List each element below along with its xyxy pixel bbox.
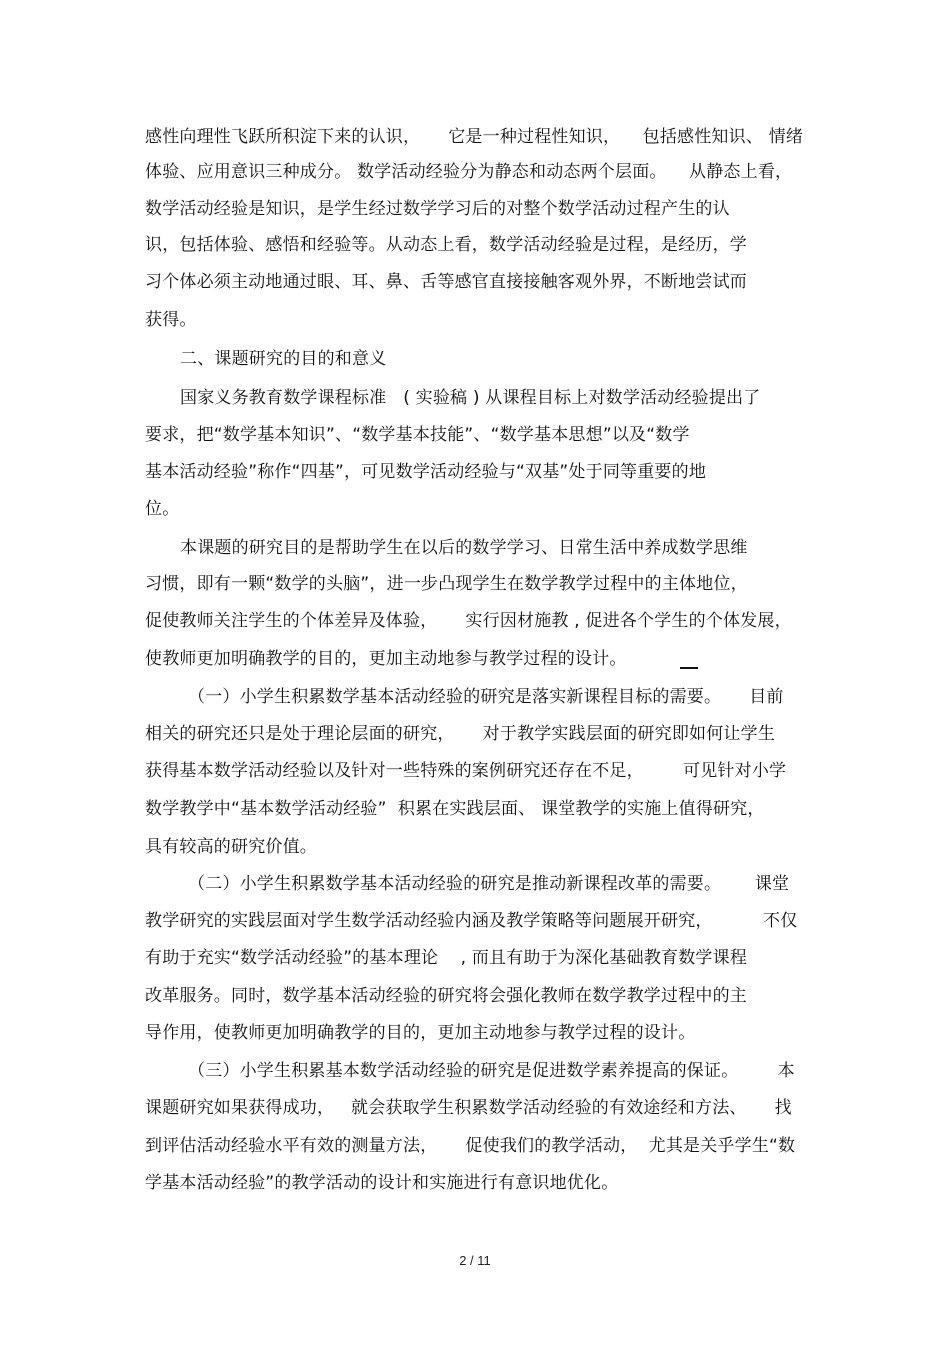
- text-line: 有助于充实“数学活动经验”的基本理论 , 而且有助于为深化基础教育数学课程: [145, 948, 748, 968]
- text-line: 导作用，使教师更加明确教学的目的，更加主动地参与教学过程的设计。: [145, 1023, 696, 1043]
- text-line: 国家义务教育数学课程标准 ( 实验稿 ) 从课程目标上对数学活动经验提出了: [180, 388, 761, 408]
- text-line: 促使教师关注学生的个体差异及体验， 实行因材施教 , 促进各个学生的个体发展，: [145, 611, 792, 631]
- text-line: 获得。: [145, 310, 197, 330]
- text-line: （三）小学生积累基本数学活动经验的研究是促进数学素养提高的保证。 本: [188, 1061, 795, 1081]
- text-line: 数学活动经验是知识，是学生经过数学学习后的对整个数学活动过程产生的认: [145, 199, 730, 219]
- text-line: 具有较高的研究价值。: [145, 837, 317, 857]
- text-line: 本课题的研究目的是帮助学生在以后的数学学习、日常生活中养成数学思维: [180, 538, 748, 558]
- text-line: 感性向理性飞跃所积淀下来的认识， 它是一种过程性知识， 包括感性知识、 情绪: [145, 127, 804, 147]
- text-line: 到评估活动经验水平有效的测量方法， 促使我们的教学活动， 尤其是关乎学生“数: [145, 1136, 796, 1156]
- text-line: 识，包括体验、感悟和经验等。从动态上看，数学活动经验是过程，是经历，学: [145, 235, 747, 255]
- section-heading: 二、课题研究的目的和意义: [180, 349, 387, 369]
- text-line: 基本活动经验”称作“四基”，可见数学活动经验与“双基”处于同等重要的地: [145, 462, 707, 482]
- underline-mark: [680, 667, 698, 669]
- text-line: 要求，把“数学基本知识”、“数学基本技能”、“数学基本思想”以及“数学: [145, 425, 690, 445]
- text-line: 位。: [145, 499, 180, 519]
- text-line: 使教师更加明确教学的目的，更加主动地参与教学过程的设计。: [145, 649, 627, 669]
- text-line: （二）小学生积累数学基本活动经验的研究是推动新课程改革的需要。 课堂: [188, 874, 790, 894]
- text-line: 获得基本数学活动经验以及针对一些特殊的案例研究还存在不足， 可见针对小学: [145, 761, 787, 781]
- text-line: 学基本活动经验”的教学活动的设计和实施进行有意识地优化。: [145, 1173, 619, 1193]
- text-line: 习个体必须主动地通过眼、耳、鼻、舌等感官直接接触客观外界，不断地尝试而: [145, 272, 747, 292]
- text-line: 相关的研究还只是处于理论层面的研究， 对于教学实践层面的研究即如何让学生: [145, 724, 776, 744]
- text-line: 习惯，即有一颗“数学的头脑”，进一步凸现学生在数学教学过程中的主体地位，: [145, 574, 748, 594]
- page-number: 2 / 11: [459, 1253, 491, 1268]
- text-line: 数学教学中“基本数学活动经验” 积累在实践层面、 课堂教学的实施上值得研究，: [145, 799, 765, 819]
- text-line: 教学研究的实践层面对学生数学活动经验内涵及教学策略等问题展开研究， 不仅: [145, 911, 798, 931]
- text-line: 改革服务。同时，数学基本活动经验的研究将会强化教师在数学教学过程中的主: [145, 986, 747, 1006]
- text-line: （一）小学生积累数学基本活动经验的研究是落实新课程目标的需要。 目前: [188, 687, 784, 707]
- text-line: 课题研究如果获得成功， 就会获取学生积累数学活动经验的有效途经和方法、 找: [145, 1098, 792, 1118]
- text-line: 体验、应用意识三种成分。 数学活动经验分为静态和动态两个层面。 从静态上看，: [145, 162, 793, 182]
